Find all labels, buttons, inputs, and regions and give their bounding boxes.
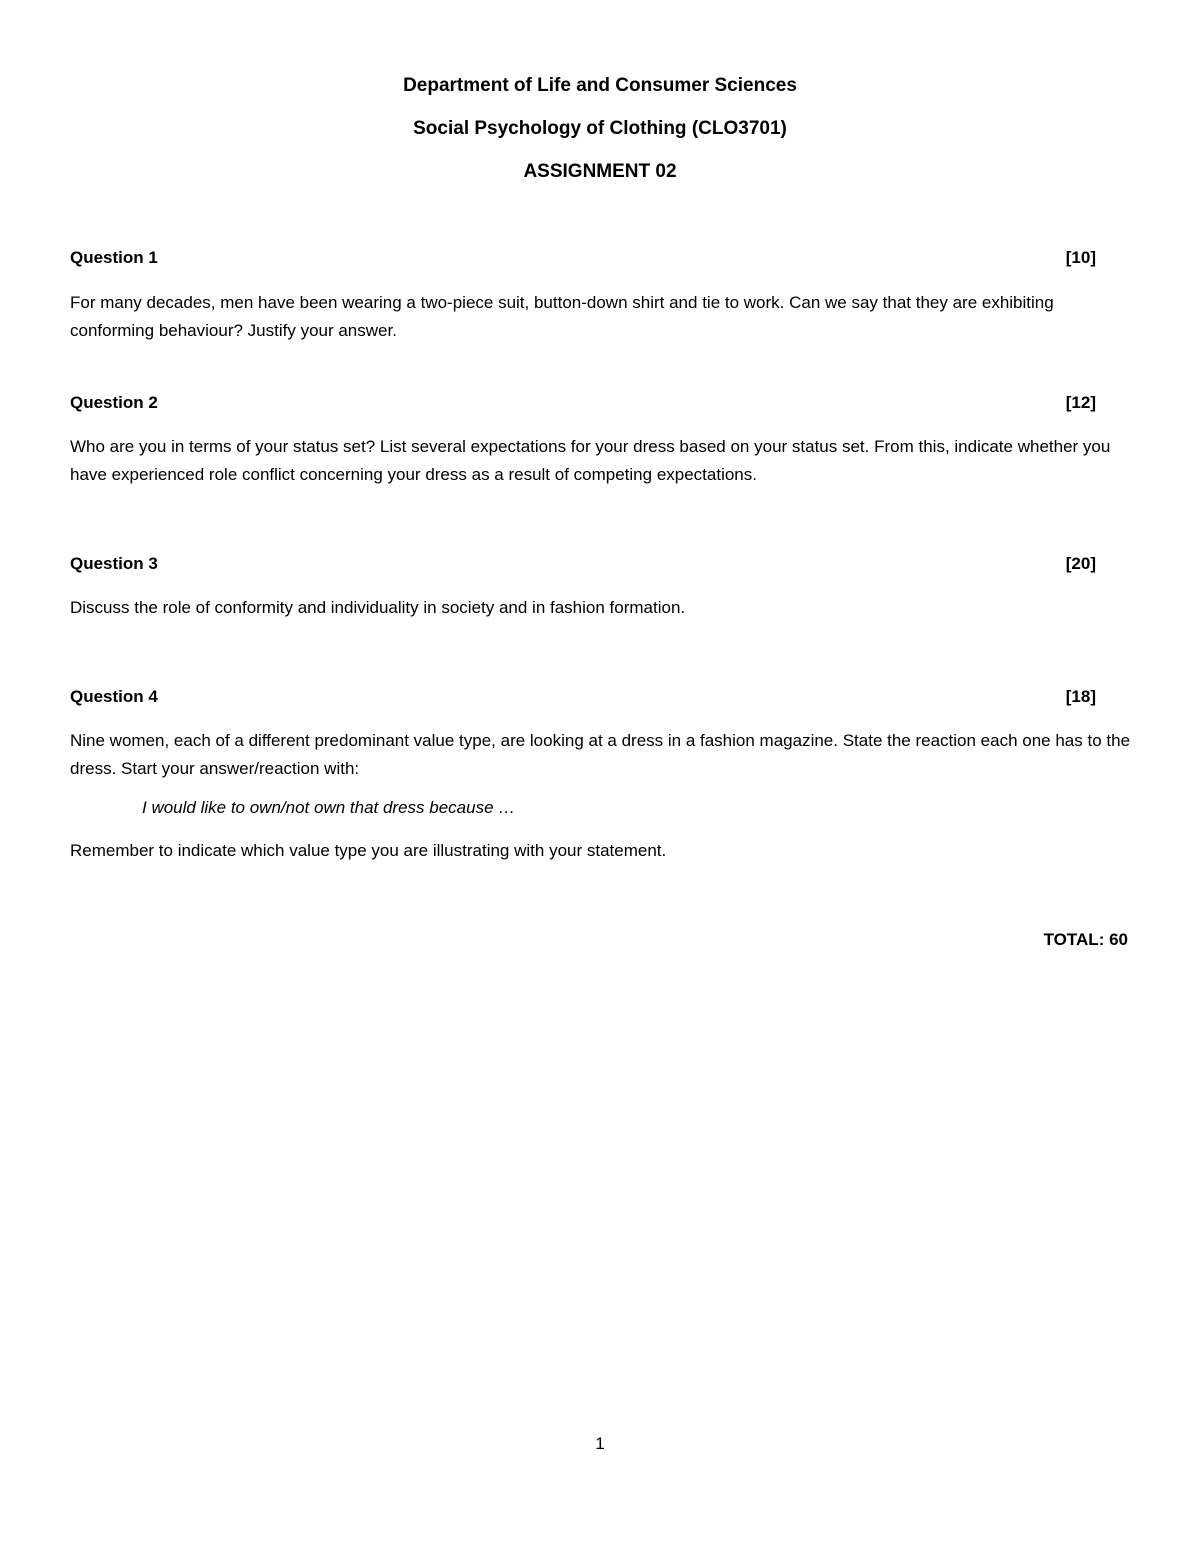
course-title: Social Psychology of Clothing (CLO3701)	[413, 118, 787, 139]
department-title: Department of Life and Consumer Sciences	[403, 75, 797, 96]
question-3-title: Question 3	[70, 554, 158, 573]
page-number: 1	[595, 1434, 605, 1453]
question-1-marks: [10]	[1065, 248, 1096, 267]
question-4-example: I would like to own/not own that dress because …	[142, 798, 516, 817]
question-4-title: Question 4	[70, 687, 158, 706]
question-1-title: Question 1	[70, 248, 158, 267]
question-1-text: For many decades, men have been wearing a two-piece suit, button-down shirt and tie to work. Can we say that they are exhibiting conforming behaviour? Justify your answer.	[70, 293, 1054, 340]
question-3-marks: [20]	[1065, 554, 1096, 573]
question-4-text: Nine women, each of a different predominant value type, are looking at a dress in a fashion magazine. State the reaction each one has to the dress. Start your answer/reaction with:	[70, 731, 1131, 778]
total-marks: TOTAL: 60	[1043, 930, 1128, 949]
question-3-text: Discuss the role of conformity and individuality in society and in fashion formation.	[70, 598, 686, 617]
question-2-title: Question 2	[70, 393, 158, 412]
assignment-title: ASSIGNMENT 02	[523, 161, 677, 182]
question-4-reminder: Remember to indicate which value type you are illustrating with your statement.	[70, 841, 667, 860]
question-2-text: Who are you in terms of your status set? List several expectations for your dress based on your status set. From this, indicate whether you have experienced role conflict concerning your dress as a result of competing expectations.	[70, 437, 1111, 484]
question-2-marks: [12]	[1065, 393, 1096, 412]
question-4-marks: [18]	[1065, 687, 1096, 706]
